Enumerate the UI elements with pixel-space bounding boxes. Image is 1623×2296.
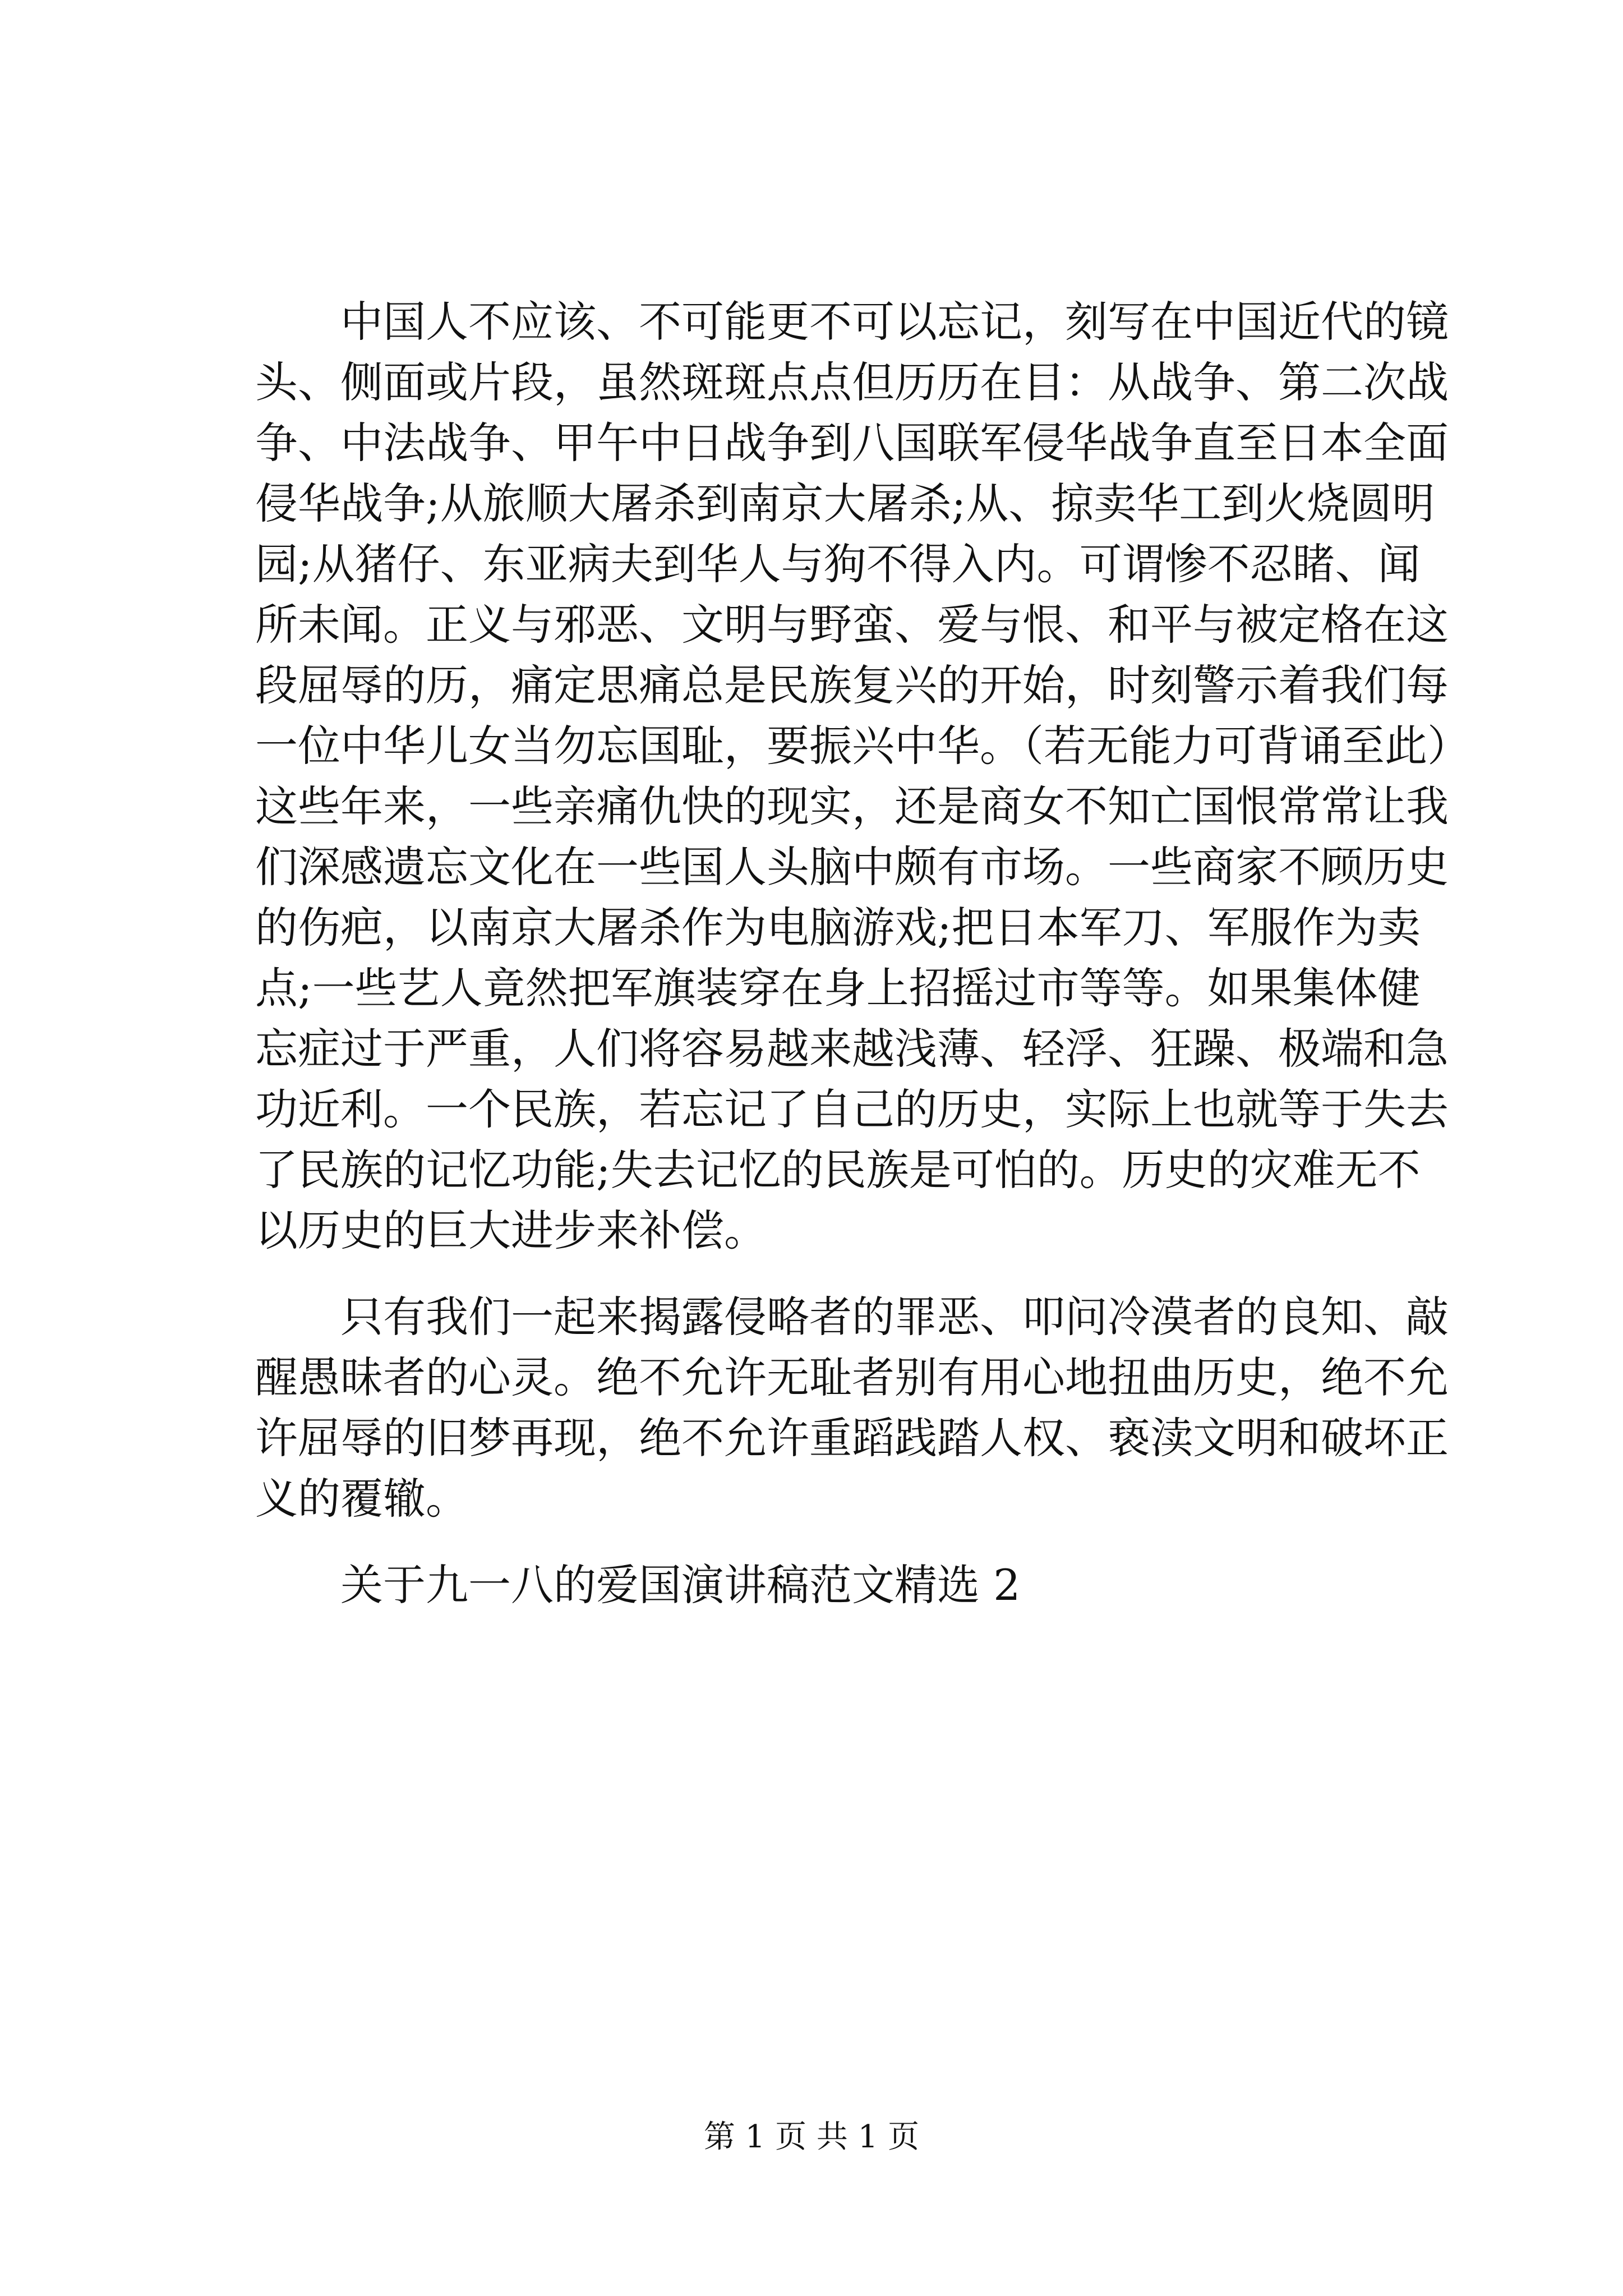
paragraph-spacer (255, 1261, 1425, 1287)
paragraph-line: 功近利。一个民族，若忘记了自己的历史，实际上也就等于失去 (255, 1084, 1449, 1134)
paragraph-line: 园;从猪仔、东亚病夫到华人与狗不得入内。可谓惨不忍睹、闻 (255, 539, 1421, 589)
paragraph-line: 中国人不应该、不可能更不可以忘记，刻写在中国近代的镜 (340, 297, 1449, 347)
paragraph-line: 许屈辱的旧梦再现，绝不允许重蹈践踏人权、亵渎文明和破坏正 (255, 1413, 1449, 1463)
paragraph-line: 侵华战争;从旅顺大屠杀到南京大屠杀;从、掠卖华工到火烧圆明 (255, 478, 1435, 528)
paragraph-line: 们深感遗忘文化在一些国人头脑中颇有市场。一些商家不顾历史 (255, 842, 1449, 892)
paragraph-1 (255, 292, 1470, 1261)
paragraph-line: 以历史的巨大进步来补偿。 (255, 1205, 767, 1255)
document-body (255, 292, 1470, 1616)
paragraph-line: 所未闻。正义与邪恶、文明与野蛮、爱与恨、和平与被定格在这 (255, 600, 1449, 650)
section-heading: 关于九一八的爱国演讲稿范文精选 2 (340, 1560, 1021, 1610)
paragraph-line: 了民族的记忆功能;失去记忆的民族是可怕的。历史的灾难无不 (255, 1145, 1421, 1195)
paragraph-line: 点;一些艺人竟然把军旗装穿在身上招摇过市等等。如果集体健 (255, 963, 1421, 1013)
paragraph-line: 段屈辱的历，痛定思痛总是民族复兴的开始，时刻警示着我们每 (255, 660, 1449, 710)
page-number-footer: 第 1 页 共 1 页 (703, 2119, 920, 2155)
paragraph-line: 的伤疤，以南京大屠杀作为电脑游戏;把日本军刀、军服作为卖 (255, 903, 1421, 953)
paragraph-line: 忘症过于严重，人们将容易越来越浅薄、轻浮、狂躁、极端和急 (255, 1024, 1449, 1074)
paragraph-line: 头、侧面或片段，虽然斑斑点点但历历在目：从战争、第二次战 (255, 357, 1449, 407)
paragraph-line: 这些年来，一些亲痛仇快的现实，还是商女不知亡国恨常常让我 (255, 781, 1449, 831)
paragraph-line: 争、中法战争、甲午中日战争到八国联军侵华战争直至日本全面 (255, 418, 1449, 468)
paragraph-2 (255, 1287, 1449, 1529)
paragraph-line: 一位中华儿女当勿忘国耻，要振兴中华。（若无能力可背诵至此） (255, 721, 1470, 771)
paragraph-line: 醒愚昧者的心灵。绝不允许无耻者别有用心地扭曲历史，绝不允 (255, 1352, 1449, 1402)
paragraph-line: 义的覆辙。 (255, 1474, 468, 1524)
paragraph-line: 只有我们一起来揭露侵略者的罪恶、叩问冷漠者的良知、敲 (340, 1292, 1449, 1342)
